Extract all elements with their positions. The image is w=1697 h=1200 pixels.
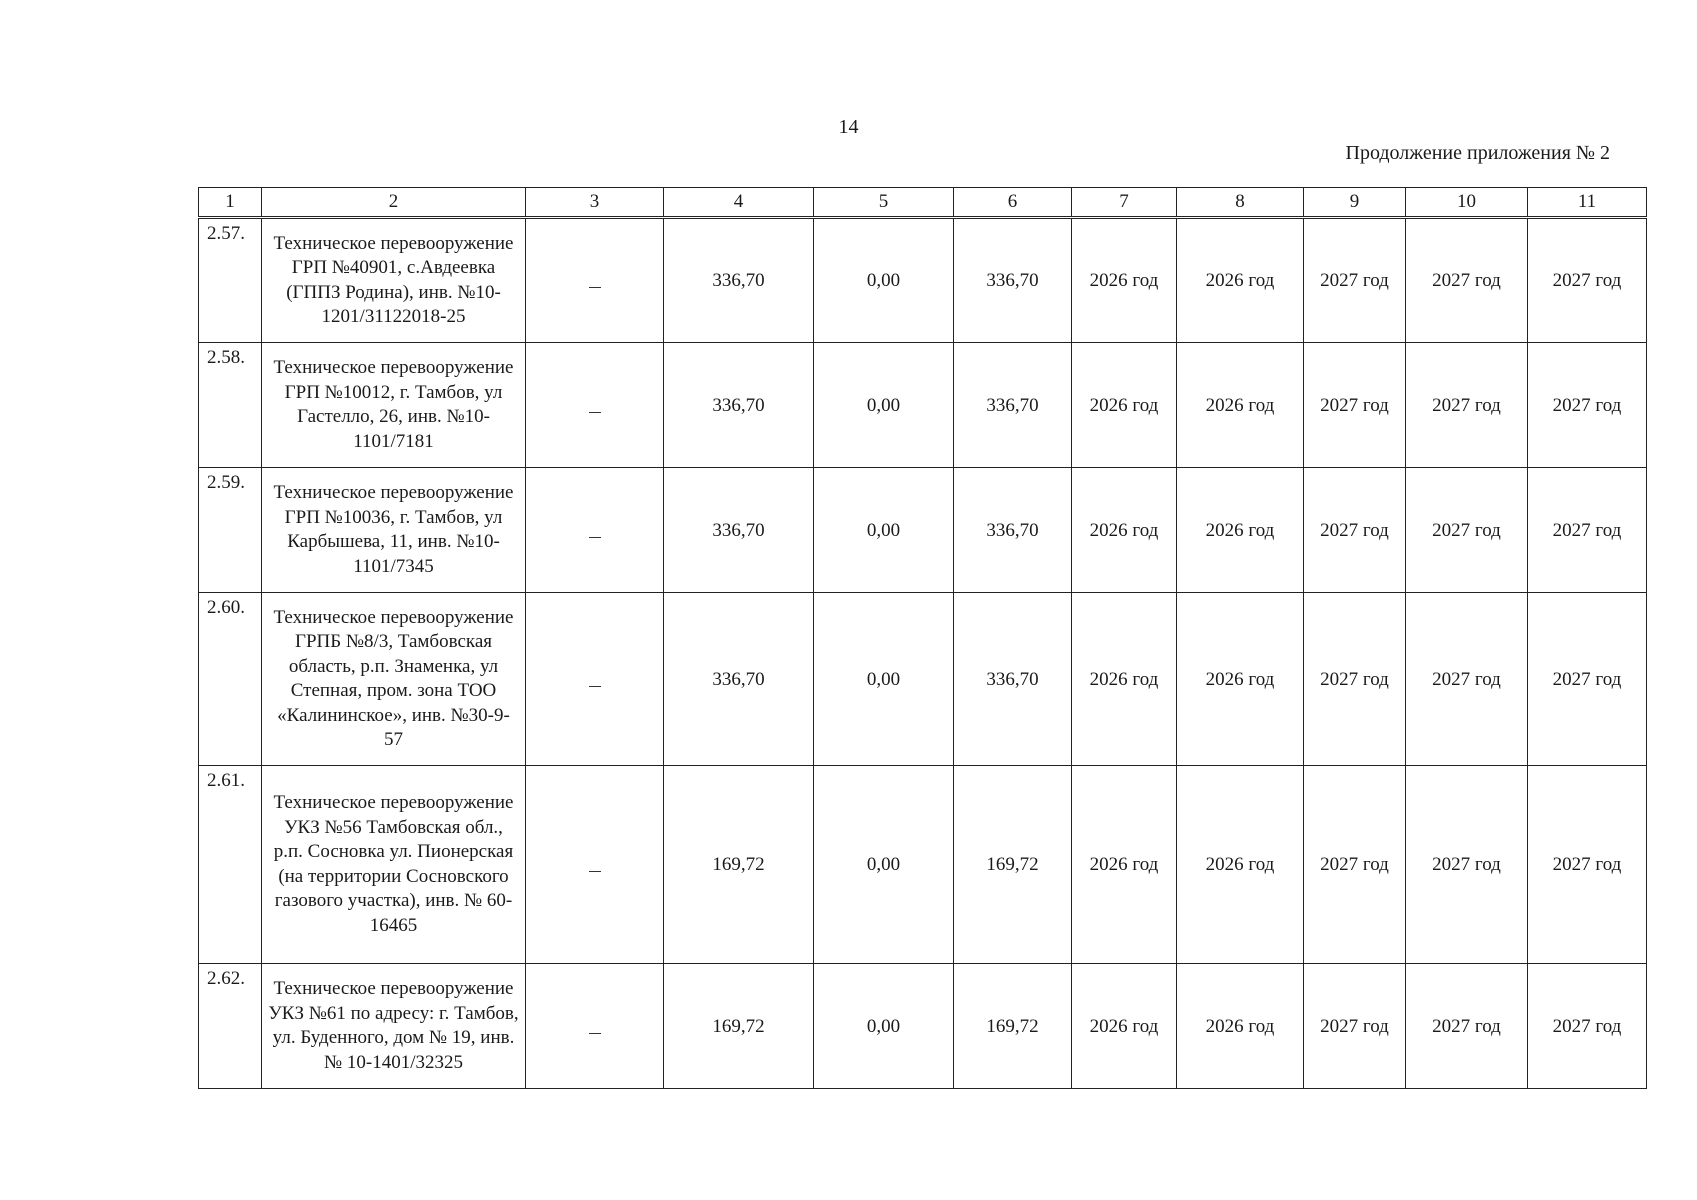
column-9-cell: 2027 год: [1304, 964, 1406, 1089]
table-row: [199, 468, 1647, 593]
dash-mark: [589, 412, 601, 413]
table-row: [199, 766, 1647, 964]
column-8-cell: 2026 год: [1177, 343, 1304, 468]
column-header: 3: [526, 188, 664, 218]
column-6-cell: 336,70: [954, 218, 1072, 343]
row-number: 2.58.: [199, 343, 262, 468]
column-4-cell: 336,70: [664, 593, 814, 766]
dash-mark: [589, 537, 601, 538]
column-3-cell: [526, 766, 664, 964]
row-number: 2.61.: [199, 766, 262, 964]
column-5-cell: 0,00: [814, 593, 954, 766]
object-name: Техническое перевооружение ГРП №10036, г. Тамбов, ул Карбышева, 11, инв. №10-1101/7345: [262, 468, 526, 593]
object-name: Техническое перевооружение УКЗ №61 по адресу: г. Тамбов, ул. Буденного, дом № 19, инв. № 10-1401/32325: [262, 964, 526, 1089]
table-row: [199, 218, 1647, 343]
column-11-cell: 2027 год: [1528, 766, 1647, 964]
column-5-cell: 0,00: [814, 766, 954, 964]
column-4-cell: 336,70: [664, 343, 814, 468]
column-10-cell: 2027 год: [1406, 468, 1528, 593]
column-7-cell: 2026 год: [1072, 964, 1177, 1089]
column-header: 5: [814, 188, 954, 218]
column-header: 2: [262, 188, 526, 218]
column-10-cell: 2027 год: [1406, 593, 1528, 766]
column-4-cell: 169,72: [664, 964, 814, 1089]
column-header: 11: [1528, 188, 1647, 218]
column-6-cell: 336,70: [954, 593, 1072, 766]
object-name: Техническое перевооружение ГРПБ №8/3, Тамбовская область, р.п. Знаменка, ул Степная, пром. зона ТОО «Калининское», инв. №30-9-57: [262, 593, 526, 766]
column-6-cell: 336,70: [954, 468, 1072, 593]
column-5-cell: 0,00: [814, 964, 954, 1089]
row-number: 2.59.: [199, 468, 262, 593]
column-9-cell: 2027 год: [1304, 218, 1406, 343]
column-7-cell: 2026 год: [1072, 468, 1177, 593]
column-3-cell: [526, 468, 664, 593]
column-10-cell: 2027 год: [1406, 964, 1528, 1089]
column-11-cell: 2027 год: [1528, 343, 1647, 468]
column-10-cell: 2027 год: [1406, 218, 1528, 343]
column-header: 1: [199, 188, 262, 218]
data-table: [198, 187, 1647, 1089]
column-7-cell: 2026 год: [1072, 218, 1177, 343]
column-8-cell: 2026 год: [1177, 468, 1304, 593]
dash-mark: [589, 871, 601, 872]
object-name: Техническое перевооружение УКЗ №56 Тамбовская обл., р.п. Сосновка ул. Пионерская (на территории Сосновского газового участка), инв. № 60-16465: [262, 766, 526, 964]
dash-mark: [589, 287, 601, 288]
column-11-cell: 2027 год: [1528, 593, 1647, 766]
column-header: 4: [664, 188, 814, 218]
column-7-cell: 2026 год: [1072, 766, 1177, 964]
object-name: Техническое перевооружение ГРП №10012, г. Тамбов, ул Гастелло, 26, инв. №10-1101/7181: [262, 343, 526, 468]
column-4-cell: 169,72: [664, 766, 814, 964]
column-4-cell: 336,70: [664, 218, 814, 343]
table-row: [199, 593, 1647, 766]
column-9-cell: 2027 год: [1304, 343, 1406, 468]
column-5-cell: 0,00: [814, 218, 954, 343]
column-3-cell: [526, 593, 664, 766]
dash-mark: [589, 686, 601, 687]
column-10-cell: 2027 год: [1406, 343, 1528, 468]
column-header: 6: [954, 188, 1072, 218]
column-6-cell: 169,72: [954, 766, 1072, 964]
column-11-cell: 2027 год: [1528, 964, 1647, 1089]
column-8-cell: 2026 год: [1177, 964, 1304, 1089]
page-number: 14: [838, 116, 859, 138]
row-number: 2.62.: [199, 964, 262, 1089]
column-4-cell: 336,70: [664, 468, 814, 593]
column-9-cell: 2027 год: [1304, 468, 1406, 593]
column-11-cell: 2027 год: [1528, 468, 1647, 593]
table-row: [199, 964, 1647, 1089]
column-11-cell: 2027 год: [1528, 218, 1647, 343]
column-header: 8: [1177, 188, 1304, 218]
column-6-cell: 336,70: [954, 343, 1072, 468]
column-9-cell: 2027 год: [1304, 593, 1406, 766]
column-3-cell: [526, 218, 664, 343]
column-7-cell: 2026 год: [1072, 343, 1177, 468]
column-8-cell: 2026 год: [1177, 766, 1304, 964]
row-number: 2.57.: [199, 218, 262, 343]
column-7-cell: 2026 год: [1072, 593, 1177, 766]
row-number: 2.60.: [199, 593, 262, 766]
column-3-cell: [526, 964, 664, 1089]
column-3-cell: [526, 343, 664, 468]
dash-mark: [589, 1033, 601, 1034]
object-name: Техническое перевооружение ГРП №40901, с.Авдеевка (ГППЗ Родина), инв. №10-1201/31122018-25: [262, 218, 526, 343]
column-5-cell: 0,00: [814, 343, 954, 468]
column-5-cell: 0,00: [814, 468, 954, 593]
column-header: 10: [1406, 188, 1528, 218]
column-6-cell: 169,72: [954, 964, 1072, 1089]
column-8-cell: 2026 год: [1177, 593, 1304, 766]
column-9-cell: 2027 год: [1304, 766, 1406, 964]
column-10-cell: 2027 год: [1406, 766, 1528, 964]
table-row: [199, 343, 1647, 468]
appendix-continuation-label: Продолжение приложения № 2: [1345, 142, 1610, 164]
table-header: [199, 188, 1647, 218]
column-header: 7: [1072, 188, 1177, 218]
column-8-cell: 2026 год: [1177, 218, 1304, 343]
column-header: 9: [1304, 188, 1406, 218]
